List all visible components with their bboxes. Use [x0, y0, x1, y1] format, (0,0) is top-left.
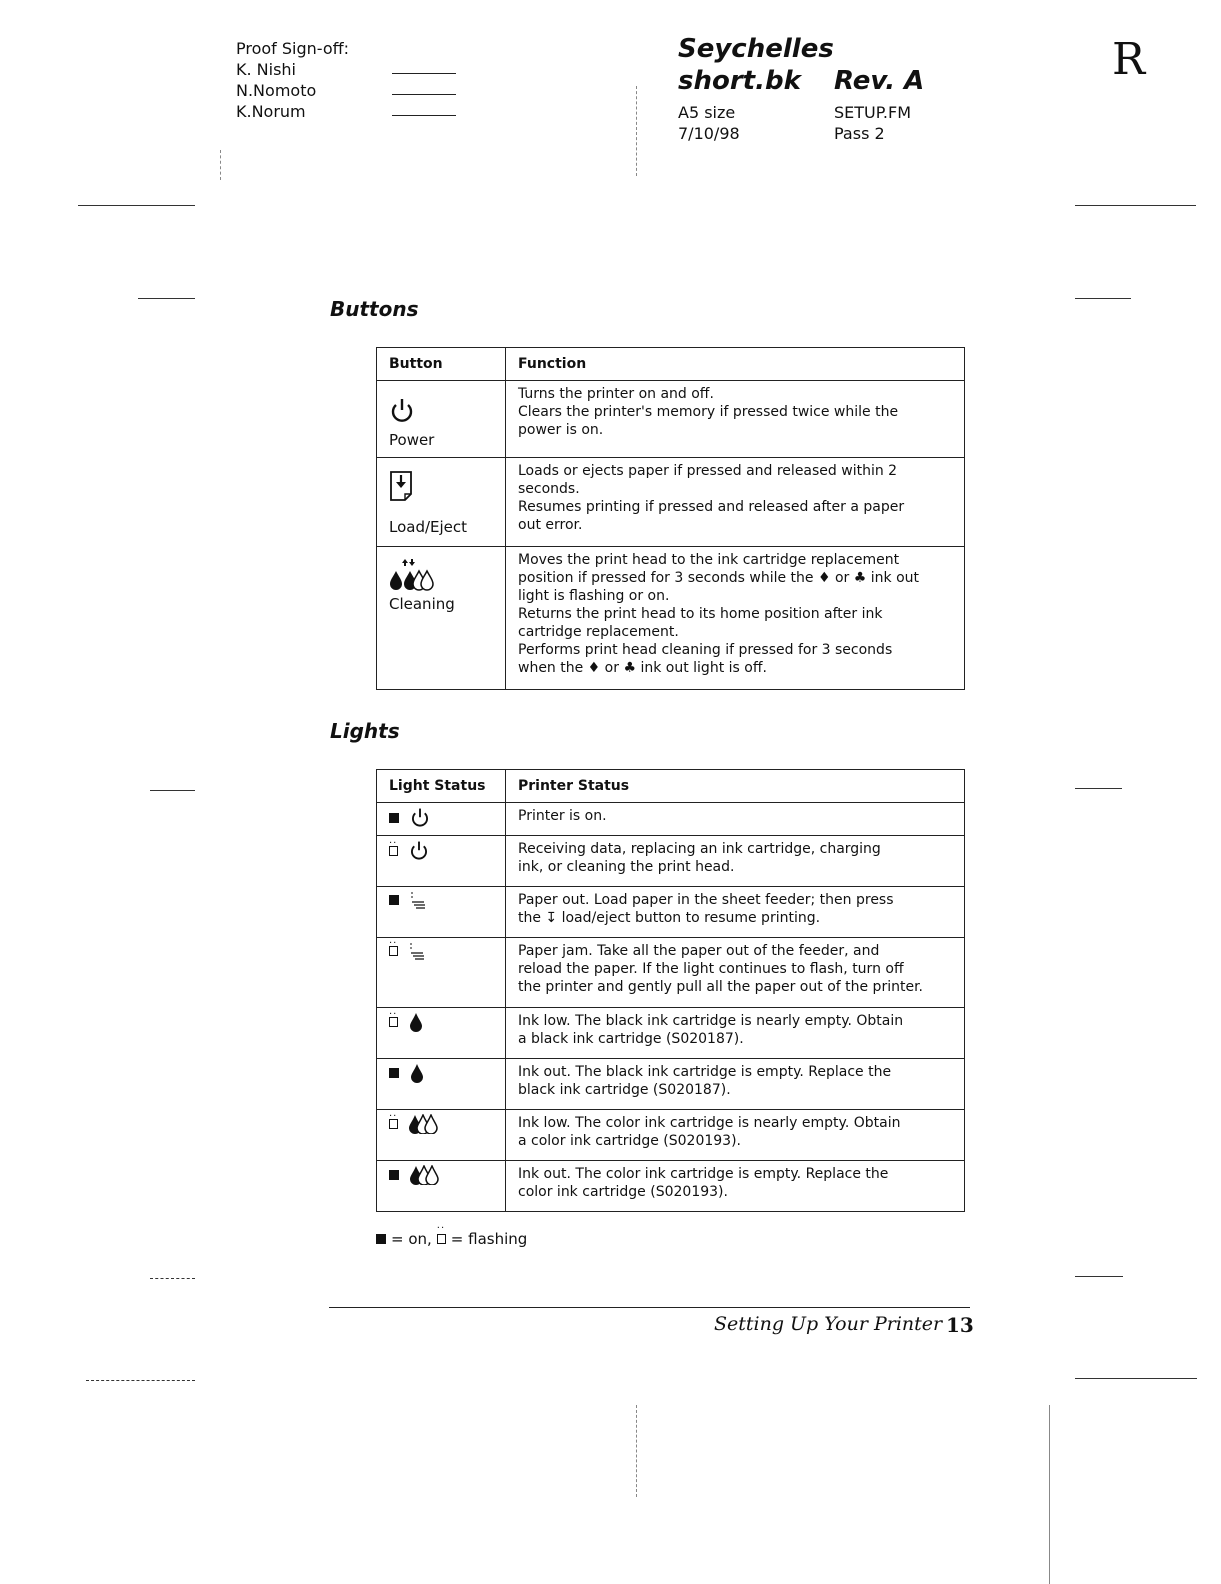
- crop-mark: [636, 1405, 637, 1497]
- function-text: out error.: [518, 517, 583, 533]
- date: 7/10/98: [678, 124, 740, 143]
- status-text: Ink out. The color ink cartridge is empty. Replace the: [518, 1166, 889, 1182]
- function-text: seconds.: [518, 481, 580, 497]
- status-text: Paper jam. Take all the paper out of the feeder, and: [518, 943, 880, 959]
- crop-mark: [150, 1278, 195, 1279]
- light-status-cell: [377, 1110, 506, 1161]
- light-flashing-icon: [389, 846, 398, 856]
- lights-heading: Lights: [330, 719, 400, 743]
- light-status-cell: [377, 803, 506, 836]
- crop-mark: [636, 86, 637, 176]
- button-label: Cleaning: [389, 595, 455, 613]
- status-text: a black ink cartridge (S020187).: [518, 1031, 744, 1047]
- light-status-cell: [377, 1059, 506, 1110]
- signer-name: N.Nomoto: [236, 81, 317, 100]
- table-row: [377, 803, 965, 836]
- light-flashing-icon: [389, 1119, 398, 1129]
- power-icon: [409, 807, 431, 829]
- status-text: Receiving data, replacing an ink cartridge, charging: [518, 841, 881, 857]
- light-status-cell: [377, 887, 506, 938]
- light-on-icon: [389, 813, 399, 823]
- book-title: Seychelles: [678, 34, 834, 64]
- light-flashing-icon: [437, 1234, 446, 1244]
- frame-file: SETUP.FM: [834, 103, 911, 122]
- column-header-printer-status: Printer Status: [506, 770, 965, 803]
- color-ink-icon: [409, 1165, 439, 1185]
- buttons-heading: Buttons: [330, 297, 419, 321]
- button-label: Power: [389, 431, 435, 449]
- button-cell: [377, 458, 506, 547]
- lights-legend: [376, 1230, 527, 1248]
- crop-mark: [138, 298, 195, 299]
- printer-status-cell: [506, 938, 965, 1008]
- crop-mark: [78, 205, 195, 206]
- status-text: Paper out. Load paper in the sheet feeder; then press: [518, 892, 894, 908]
- crop-mark: [1075, 1378, 1197, 1379]
- status-text: Ink low. The color ink cartridge is nearly empty. Obtain: [518, 1115, 901, 1131]
- signature-line: [392, 115, 456, 116]
- function-text: Resumes printing if pressed and released after a paper: [518, 499, 905, 515]
- button-cell: [377, 547, 506, 690]
- table-row: [377, 458, 965, 547]
- crop-mark: [1075, 298, 1131, 299]
- status-text: Printer is on.: [518, 808, 607, 824]
- power-icon: [408, 840, 430, 862]
- status-text: the printer and gently pull all the paper out of the printer.: [518, 979, 923, 995]
- light-status-cell: [377, 1161, 506, 1212]
- printer-status-cell: [506, 887, 965, 938]
- page-size: A5 size: [678, 103, 736, 122]
- function-text: power is on.: [518, 422, 604, 438]
- function-text: when the ♦ or ♣ ink out light is off.: [518, 660, 767, 676]
- footer-rule: [329, 1307, 970, 1308]
- function-text: cartridge replacement.: [518, 624, 679, 640]
- button-cell: [377, 381, 506, 458]
- power-icon: [389, 397, 415, 425]
- table-row: [377, 1110, 965, 1161]
- page-number: 13: [946, 1313, 974, 1337]
- corner-letter: R: [1112, 34, 1146, 85]
- status-text: color ink cartridge (S020193).: [518, 1184, 728, 1200]
- status-text: Ink out. The black ink cartridge is empty. Replace the: [518, 1064, 892, 1080]
- function-text: Moves the print head to the ink cartridge replacement: [518, 552, 900, 568]
- chapter-title: Setting Up Your Printer: [714, 1313, 943, 1335]
- printer-status-cell: [506, 1059, 965, 1110]
- signer-name: K. Nishi: [236, 60, 296, 79]
- function-text: Returns the print head to its home position after ink: [518, 606, 883, 622]
- light-status-cell: [377, 1008, 506, 1059]
- light-flashing-icon: [389, 1017, 398, 1027]
- function-text: Loads or ejects paper if pressed and released within 2: [518, 463, 898, 479]
- table-row: [377, 887, 965, 938]
- status-text: black ink cartridge (S020187).: [518, 1082, 731, 1098]
- crop-mark: [1075, 205, 1196, 206]
- table-row: [377, 547, 965, 690]
- book-file: short.bk: [678, 66, 801, 96]
- cleaning-icon: [389, 557, 437, 591]
- black-ink-icon: [408, 1012, 424, 1032]
- printer-status-cell: [506, 1161, 965, 1212]
- table-row: [377, 836, 965, 887]
- legend-on-text: = on,: [391, 1230, 432, 1248]
- printer-status-cell: [506, 803, 965, 836]
- function-text: position if pressed for 3 seconds while the ♦ or ♣ ink out: [518, 570, 920, 586]
- light-status-cell: [377, 836, 506, 887]
- light-on-icon: [389, 895, 399, 905]
- color-ink-icon: [408, 1114, 438, 1134]
- printer-status-cell: [506, 1110, 965, 1161]
- paper-out-icon: [409, 891, 427, 909]
- buttons-table: [376, 347, 965, 690]
- signer-name: K.Norum: [236, 102, 306, 121]
- table-row: [377, 1161, 965, 1212]
- table-row: [377, 381, 965, 458]
- button-label: Load/Eject: [389, 518, 468, 536]
- printer-status-cell: [506, 1008, 965, 1059]
- pass: Pass 2: [834, 124, 885, 143]
- function-text: Performs print head cleaning if pressed for 3 seconds: [518, 642, 893, 658]
- column-header-light-status: Light Status: [377, 770, 506, 803]
- table-row: [377, 938, 965, 1008]
- status-text: the ↧ load/eject button to resume printing.: [518, 910, 821, 926]
- light-on-icon: [389, 1170, 399, 1180]
- function-text: light is flashing or on.: [518, 588, 670, 604]
- lights-table: [376, 769, 965, 1212]
- load-eject-icon: [389, 470, 413, 502]
- function-cell: [506, 458, 965, 547]
- status-text: a color ink cartridge (S020193).: [518, 1133, 741, 1149]
- crop-mark: [1049, 1405, 1050, 1584]
- light-on-icon: [376, 1234, 386, 1244]
- function-cell: [506, 547, 965, 690]
- function-text: Clears the printer's memory if pressed twice while the: [518, 404, 899, 420]
- revision: Rev. A: [834, 66, 925, 96]
- signature-line: [392, 73, 456, 74]
- crop-mark: [1075, 788, 1122, 789]
- crop-mark: [220, 150, 221, 180]
- black-ink-icon: [409, 1063, 425, 1083]
- signature-line: [392, 94, 456, 95]
- crop-mark: [150, 790, 195, 791]
- table-row: [377, 1059, 965, 1110]
- paper-out-icon: [408, 942, 426, 960]
- column-header-button: Button: [377, 348, 506, 381]
- proof-signoff-block: [236, 38, 349, 122]
- function-cell: [506, 381, 965, 458]
- status-text: ink, or cleaning the print head.: [518, 859, 735, 875]
- light-status-cell: [377, 938, 506, 1008]
- column-header-function: Function: [506, 348, 965, 381]
- light-flashing-icon: [389, 946, 398, 956]
- legend-flashing-text: = flashing: [450, 1230, 528, 1248]
- table-row: [377, 1008, 965, 1059]
- crop-mark: [86, 1380, 195, 1381]
- function-text: Turns the printer on and off.: [518, 386, 714, 402]
- crop-mark: [1075, 1276, 1123, 1277]
- printer-status-cell: [506, 836, 965, 887]
- status-text: Ink low. The black ink cartridge is nearly empty. Obtain: [518, 1013, 904, 1029]
- status-text: reload the paper. If the light continues to flash, turn off: [518, 961, 904, 977]
- light-on-icon: [389, 1068, 399, 1078]
- proof-signoff-label: Proof Sign-off:: [236, 39, 350, 58]
